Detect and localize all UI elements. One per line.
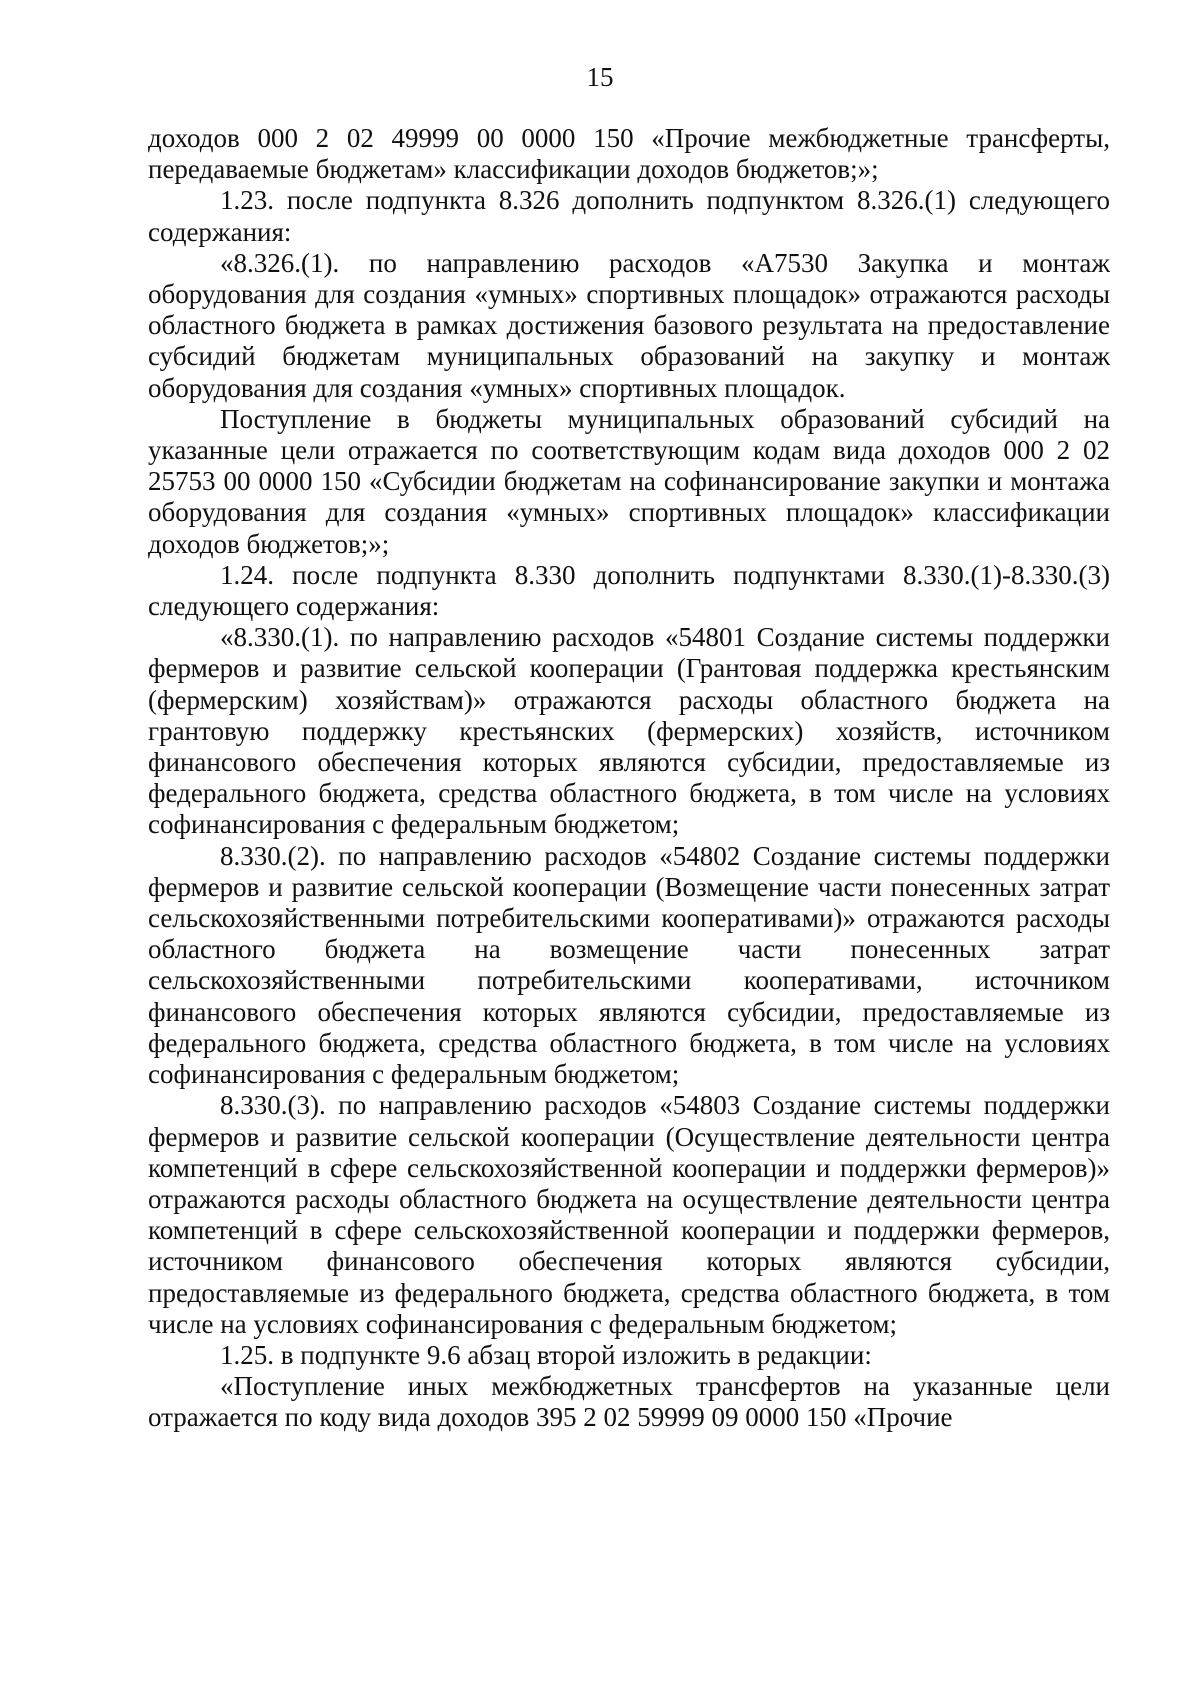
paragraph-subsidy-receipt: Поступление в бюджеты муниципальных образований субсидий на указанные цели отражается по соответствующим кодам вида доходов 000 2 02 25753 00 0000 150 «Субсидии бюджетам на софинансирование закупки и монтажа оборудования для создания «умных» спортивных площадок» классификации доходов бюджетов;»; xyxy=(148,403,1110,559)
paragraph-subitem-8-330-2: 8.330.(2). по направлению расходов «54802 Создание системы поддержки фермеров и развитие сельской кооперации (Возмещение части понесенных затрат сельскохозяйственными потребительскими кооперативами)» отражаются расходы областного бюджета на возмещение части понесенных затрат сельскохозяйственными потребительскими кооперативами, источником финансового обеспечения которых являются субсидии, предоставляемые из федерального бюджета, средства областного бюджета, в том числе на условиях софинансирования с федеральным бюджетом; xyxy=(148,840,1110,1090)
document-body xyxy=(148,123,1110,1434)
paragraph-subitem-8-330-3: 8.330.(3). по направлению расходов «54803 Создание системы поддержки фермеров и развитие сельской кооперации (Осуществление деятельности центра компетенций в сфере сельскохозяйственной кооперации и поддержки фермеров)» отражаются расходы областного бюджета на осуществление деятельности центра компетенций в сфере сельскохозяйственной кооперации и поддержки фермеров, источником финансового обеспечения которых являются субсидии, предоставляемые из федерального бюджета, средства областного бюджета, в том числе на условиях софинансирования с федеральным бюджетом; xyxy=(148,1090,1110,1339)
paragraph-transfer-receipt: «Поступление иных межбюджетных трансфертов на указанные цели отражается по коду вида доходов 395 2 02 59999 09 0000 150 «Прочие xyxy=(148,1371,1110,1433)
page-number: 15 xyxy=(586,62,614,92)
paragraph-income-code-continuation: доходов 000 2 02 49999 00 0000 150 «Прочие межбюджетные трансферты, передаваемые бюджетам» классификации доходов бюджетов;»; xyxy=(148,123,1110,185)
paragraph-item-1-25: 1.25. в подпункте 9.6 абзац второй изложить в редакции: xyxy=(220,1339,872,1370)
paragraph-subitem-8-330-1: «8.330.(1). по направлению расходов «54801 Создание системы поддержки фермеров и развитие сельской кооперации (Грантовая поддержка крестьянским (фермерским) хозяйствам)» отражаются расходы областного бюджета на грантовую поддержку крестьянских (фермерских) хозяйств, источником финансового обеспечения которых являются субсидии, предоставляемые из федерального бюджета, средства областного бюджета, в том числе на условиях софинансирования с федеральным бюджетом; xyxy=(148,622,1110,840)
paragraph-item-1-23: 1.23. после подпункта 8.326 дополнить подпунктом 8.326.(1) следующего содержания: xyxy=(148,185,1110,247)
paragraph-subitem-8-326-1: «8.326.(1). по направлению расходов «А7530 Закупка и монтаж оборудования для создания «умных» спортивных площадок» отражаются расходы областного бюджета в рамках достижения базового результата на предоставление субсидий бюджетам муниципальных образований на закупку и монтаж оборудования для создания «умных» спортивных площадок. xyxy=(148,247,1110,403)
paragraph-item-1-24: 1.24. после подпункта 8.330 дополнить подпунктами 8.330.(1)-8.330.(3) следующего содержания: xyxy=(148,559,1110,622)
